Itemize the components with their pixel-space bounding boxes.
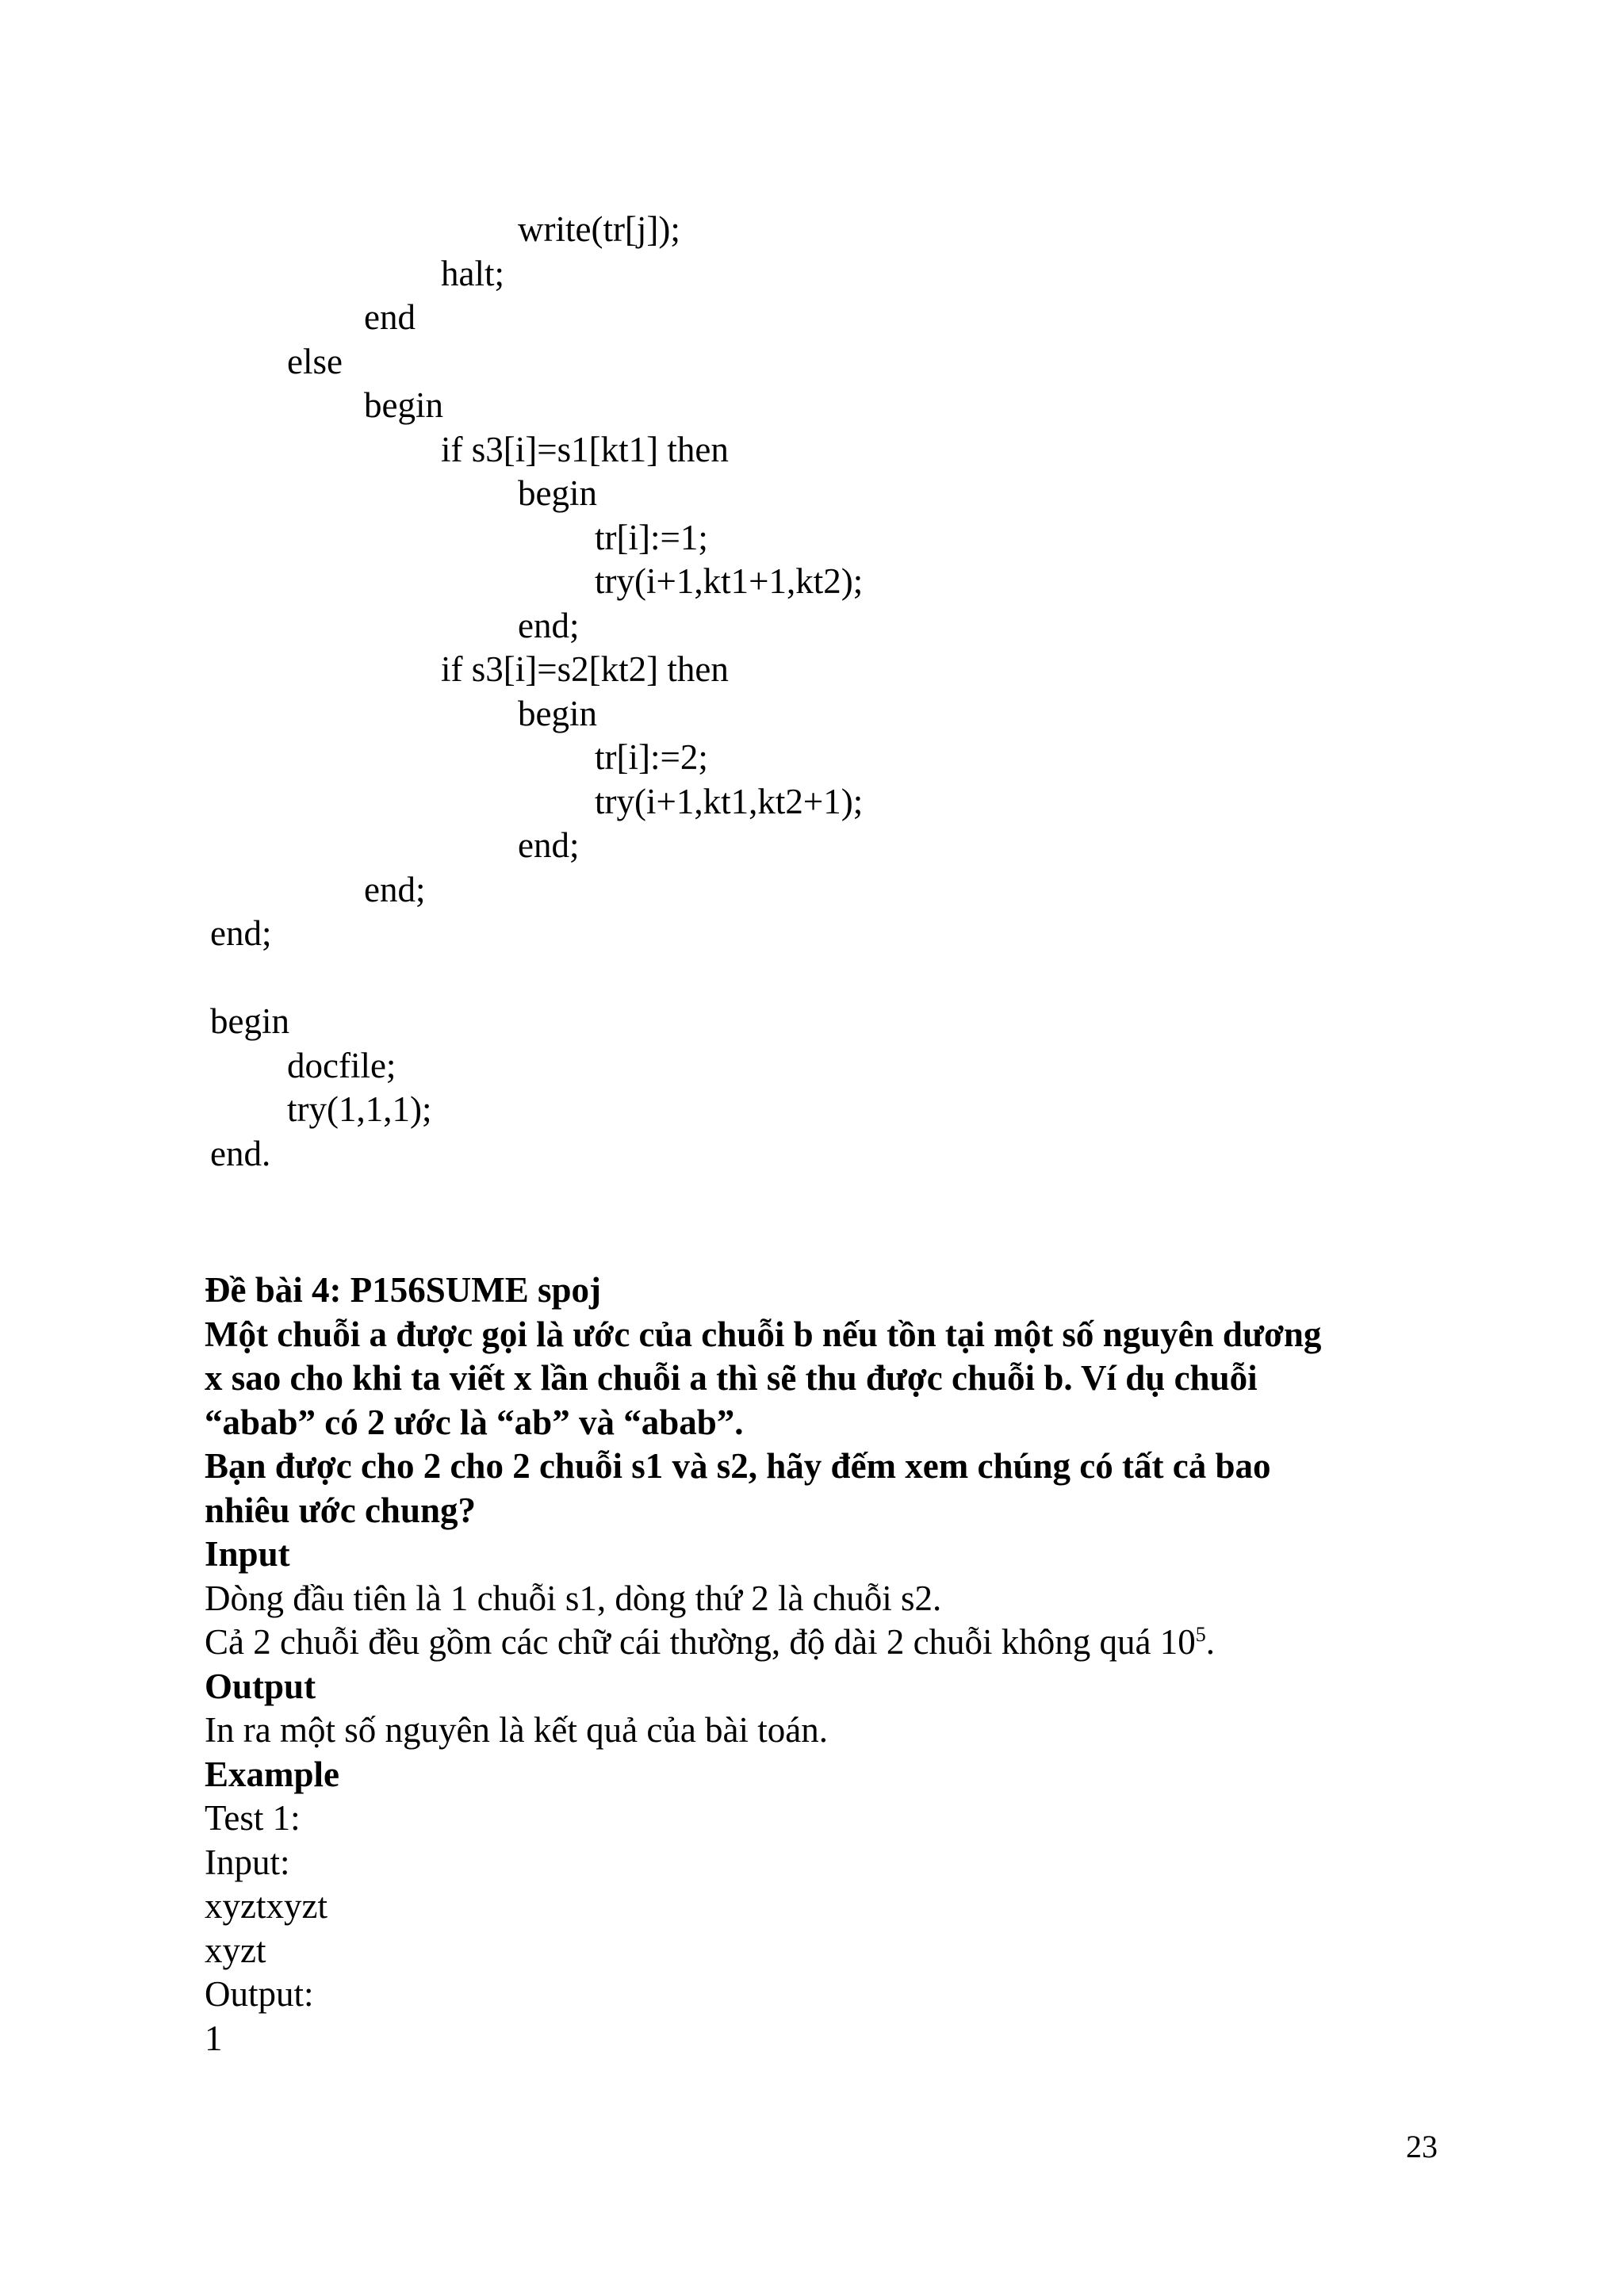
example-line: 1 — [205, 2018, 223, 2058]
problem-statement — [205, 1313, 1442, 1533]
input-heading: Input — [205, 1534, 290, 1574]
input-constraint-text: Cả 2 chuỗi đều gồm các chữ cái thường, độ dài 2 chuỗi không quá 10 — [205, 1622, 1196, 1662]
problem-title: Đề bài 4: P156SUME spoj — [205, 1270, 602, 1310]
example-line: xyztxyzt — [205, 1886, 327, 1926]
example-heading: Example — [205, 1754, 340, 1794]
code-line: begin — [210, 1001, 289, 1041]
problem-section — [205, 1269, 1442, 2061]
code-line: docfile; — [287, 1045, 396, 1085]
example-line: Input: — [205, 1842, 290, 1882]
input-constraint-end: . — [1205, 1622, 1216, 1662]
example-block — [205, 1797, 1442, 2061]
code-line: if s3[i]=s2[kt2] then — [441, 649, 729, 689]
code-line: end; — [518, 825, 580, 865]
code-line: try(1,1,1); — [287, 1089, 432, 1129]
statement-line: x sao cho khi ta viết x lần chuỗi a thì sẽ thu được chuỗi b. Ví dụ chuỗi — [205, 1358, 1258, 1398]
input-constraint-exponent: 5 — [1195, 1623, 1206, 1646]
example-line: Output: — [205, 1974, 314, 2014]
code-line — [210, 956, 863, 1001]
example-line: Test 1: — [205, 1798, 301, 1838]
input-description-line: Dòng đầu tiên là 1 chuỗi s1, dòng thứ 2 là chuỗi s2. — [205, 1578, 942, 1618]
code-line: begin — [364, 385, 443, 425]
code-line: if s3[i]=s1[kt1] then — [441, 429, 729, 469]
code-line: try(i+1,kt1,kt2+1); — [595, 781, 864, 821]
code-line: halt; — [441, 253, 504, 293]
statement-line: Một chuỗi a được gọi là ước của chuỗi b nếu tồn tại một số nguyên dương — [205, 1314, 1322, 1354]
page-number: 23 — [1406, 2129, 1438, 2164]
code-line: try(i+1,kt1+1,kt2); — [595, 561, 864, 601]
code-line: end; — [210, 913, 272, 953]
example-line: xyzt — [205, 1930, 266, 1970]
code-line: end. — [210, 1133, 271, 1173]
code-line: write(tr[j]); — [518, 209, 680, 249]
code-line: begin — [518, 693, 597, 733]
code-line: end; — [518, 605, 580, 645]
output-heading: Output — [205, 1666, 316, 1706]
input-constraint-line — [205, 1621, 1442, 1665]
code-line: end — [364, 297, 416, 337]
statement-line: nhiêu ước chung? — [205, 1490, 477, 1530]
code-line: end; — [364, 869, 426, 909]
code-line: tr[i]:=1; — [595, 517, 708, 557]
code-line: begin — [518, 473, 597, 513]
code-line: tr[i]:=2; — [595, 737, 708, 777]
statement-line: “abab” có 2 ước là “ab” và “abab”. — [205, 1402, 744, 1442]
code-line: else — [287, 341, 343, 381]
output-description-line: In ra một số nguyên là kết quả của bài toán. — [205, 1710, 829, 1750]
code-block — [210, 208, 863, 1176]
statement-line: Bạn được cho 2 cho 2 chuỗi s1 và s2, hãy đếm xem chúng có tất cả bao — [205, 1446, 1271, 1486]
